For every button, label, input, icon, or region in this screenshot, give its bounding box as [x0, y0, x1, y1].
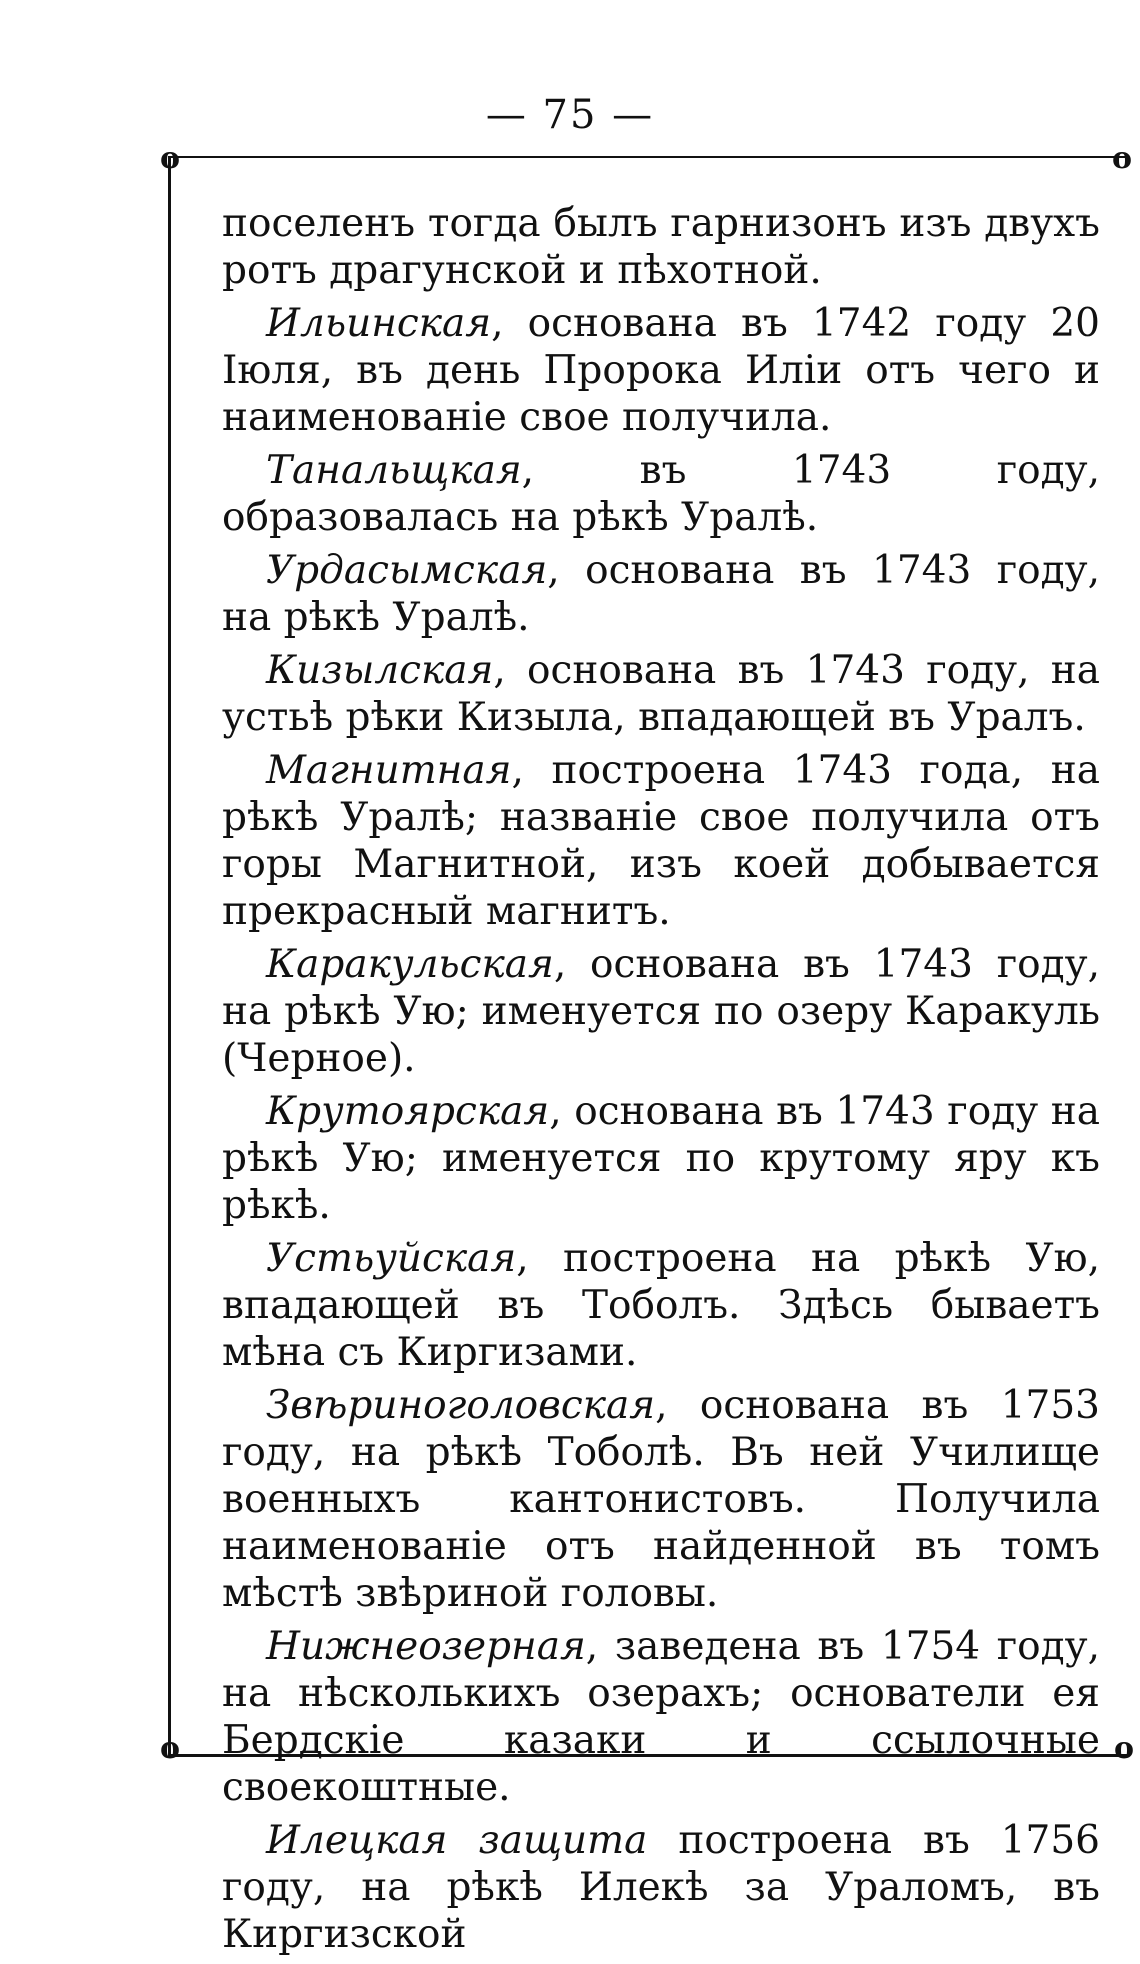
- fortress-name: Нижнеозерная: [266, 1624, 586, 1669]
- paragraph-text: , основана въ 1743 году, на рѣкѣ Уралѣ.: [222, 548, 1100, 640]
- paragraph-text: , основана въ 1742 году 20 Іюля, въ день Пророка Иліи отъ чего и наименованіе свое получила.: [222, 301, 1100, 440]
- frame-top-rule: [168, 156, 1128, 158]
- paragraph-entry: [222, 447, 1100, 541]
- paragraph-entry: [222, 547, 1100, 641]
- paragraph-text: поселенъ тогда былъ гарнизонъ изъ двухъ ротъ драгунской и пѣхотной.: [222, 201, 1100, 293]
- fortress-name: Магнитная: [266, 748, 512, 793]
- paragraph-entry: [222, 747, 1100, 935]
- paragraph-entry: [222, 1088, 1100, 1229]
- paragraph-entry: [222, 1817, 1100, 1958]
- fortress-name: Каракульская: [266, 942, 554, 987]
- fortress-name: Звѣриноголовская: [266, 1383, 656, 1428]
- frame-left-rule: [168, 156, 171, 1756]
- page-body-text: [222, 200, 1100, 1964]
- frame-corner-ornament: o: [1114, 1731, 1135, 1766]
- paragraph-text: , основана въ 1743 году на рѣкѣ Ую; именуется по крутому яру къ рѣкѣ.: [222, 1089, 1100, 1228]
- frame-corner-ornament: o: [1112, 141, 1133, 176]
- fortress-name: Илецкая защита: [266, 1818, 648, 1863]
- page-number: — 75 —: [485, 92, 655, 138]
- paragraph-entry: [222, 1235, 1100, 1376]
- paragraph-text: , основана въ 1743 году, на устьѣ рѣки Кизыла, впадающей въ Уралъ.: [222, 648, 1100, 740]
- fortress-name: Урдасымская: [266, 548, 548, 593]
- paragraph-entry: [222, 941, 1100, 1082]
- fortress-name: Кизылская: [266, 648, 494, 693]
- paragraph-entry: [222, 300, 1100, 441]
- paragraph-continuation: [222, 200, 1100, 294]
- fortress-name: Устьуйская: [266, 1236, 517, 1281]
- paragraph-text: , основана въ 1753 году, на рѣкѣ Тоболѣ. Въ ней Училище военныхъ кантонистовъ. Получила наименованіе отъ найденной въ томъ мѣстѣ звѣриной головы.: [222, 1383, 1100, 1616]
- paragraph-entry: [222, 1623, 1100, 1811]
- paragraph-text: , заведена въ 1754 году, на нѣсколькихъ озерахъ; основатели ея Бердскіе казаки и ссылочные своекоштные.: [222, 1624, 1100, 1810]
- paragraph-text: , въ 1743 году, образовалась на рѣкѣ Уралѣ.: [222, 448, 1100, 540]
- fortress-name: Танальщкая: [266, 448, 522, 493]
- frame-corner-ornament: o: [160, 1731, 181, 1766]
- paragraph-entry: [222, 647, 1100, 741]
- frame-corner-ornament: o: [160, 141, 181, 176]
- fortress-name: Ильинская: [266, 301, 492, 346]
- paragraph-text: , построена на рѣкѣ Ую, впадающей въ Тоболъ. Здѣсь бываетъ мѣна съ Киргизами.: [222, 1236, 1100, 1375]
- paragraph-entry: [222, 1382, 1100, 1617]
- paragraph-text: , построена 1743 года, на рѣкѣ Уралѣ; названіе свое получила отъ горы Магнитной, изъ коей добывается прекрасный магнитъ.: [222, 748, 1100, 934]
- paragraph-text: построена въ 1756 году, на рѣкѣ Илекѣ за Ураломъ, въ Киргизской: [222, 1818, 1100, 1957]
- fortress-name: Крутоярская: [266, 1089, 550, 1134]
- paragraph-text: , основана въ 1743 году, на рѣкѣ Ую; именуется по озеру Каракуль (Черное).: [222, 942, 1100, 1081]
